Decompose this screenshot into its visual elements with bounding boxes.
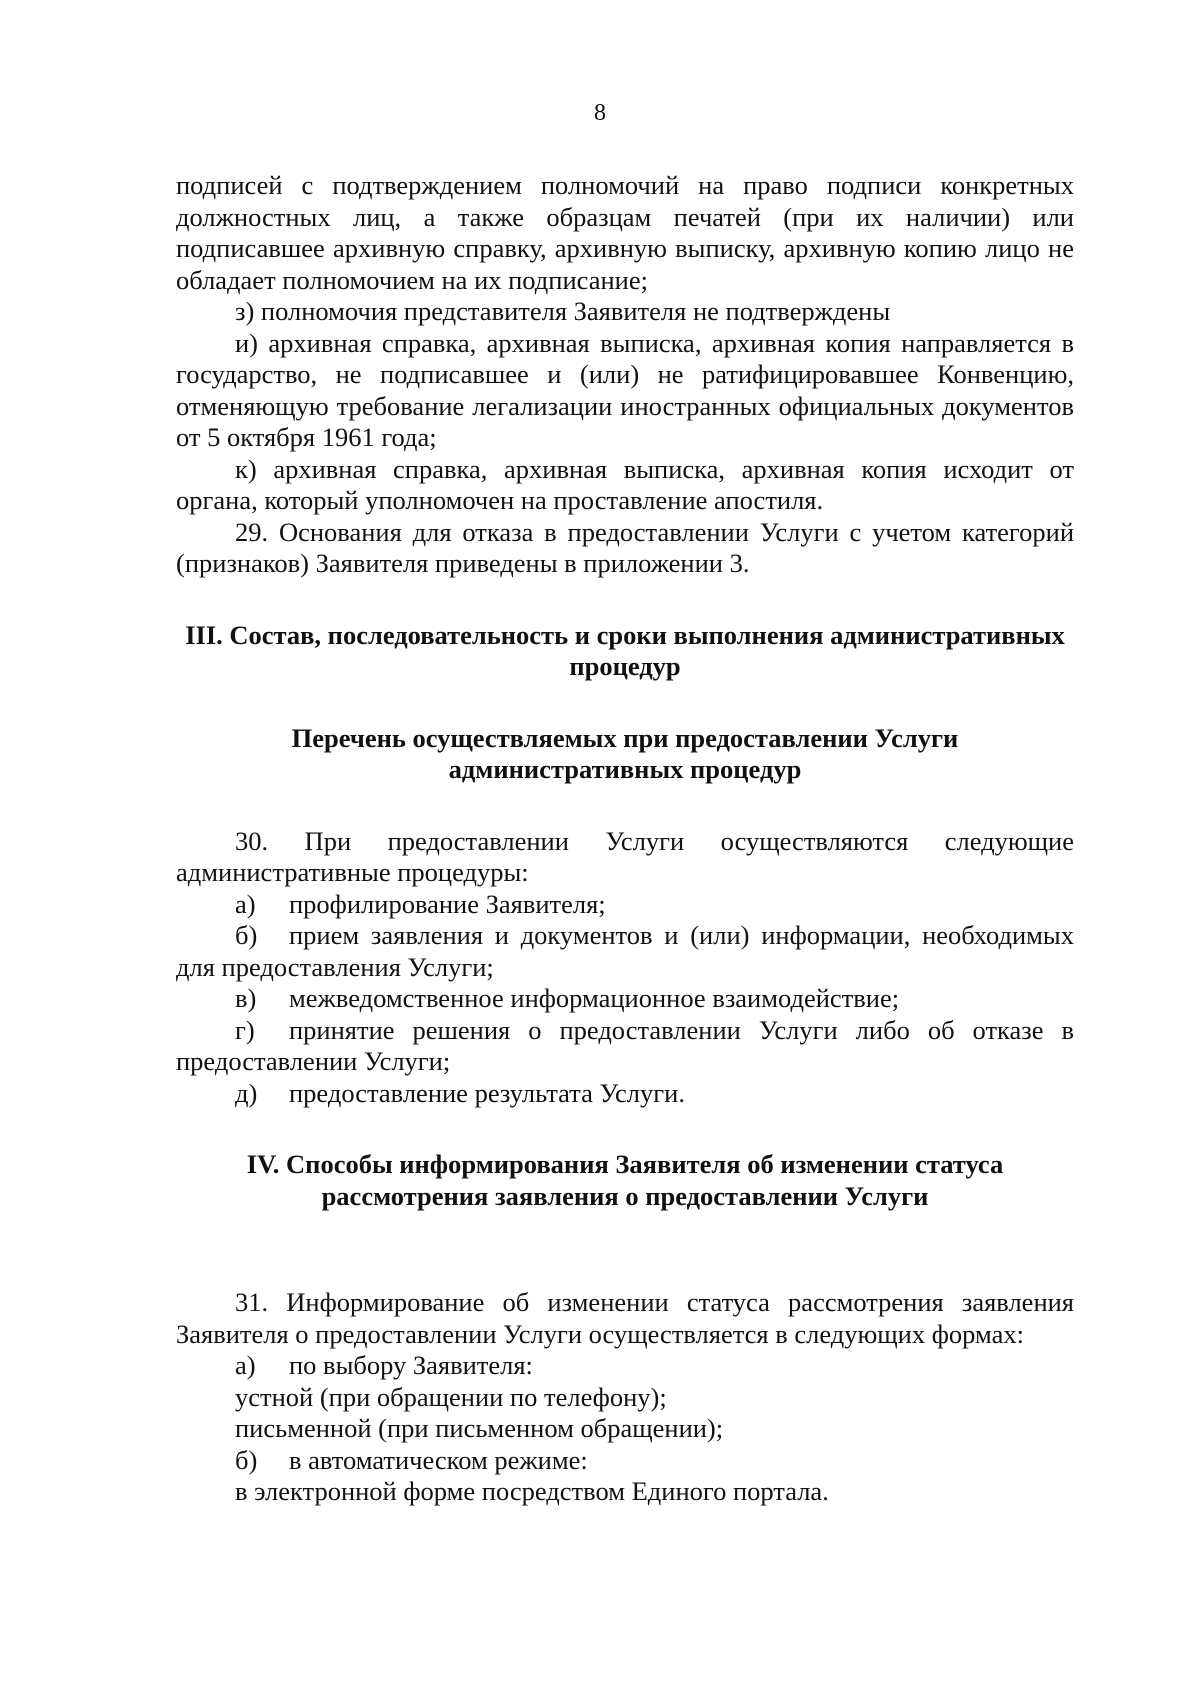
list-item-text: межведомственное информационное взаимодействие; xyxy=(289,983,900,1013)
paragraph-30: 30. При предоставлении Услуги осуществляются следующие административные процедуры: xyxy=(176,825,1074,887)
list-marker: б) xyxy=(235,1444,258,1475)
paragraph-29: 29. Основания для отказа в предоставлении Услуги с учетом категорий (признаков) Заявителя приведены в приложении 3. xyxy=(176,516,1074,578)
section-3-heading: III. Состав, последовательность и сроки выполнения административных процедур xyxy=(185,619,1065,681)
list-marker: в) xyxy=(235,983,257,1013)
paragraph-item-i: и) архивная справка, архивная выписка, архивная копия направляется в государство, не подписавшее и (или) не ратифицировавшее Конвенцию, отменяющую требование легализации иностранных официальных документов от 5 октября 1961 года; xyxy=(176,327,1074,452)
list-item-text: прием заявления и документов и (или) информации, необходимых для предоставления Услуги; xyxy=(176,920,1074,982)
section-3-subheading: Перечень осуществляемых при предоставлении Услуги административных процедур xyxy=(291,722,959,784)
list-item xyxy=(176,1078,1074,1110)
paragraph-continuation: подписей с подтверждением полномочий на право подписи конкретных должностных лиц, а также образцам печатей (при их наличии) или подписавшее архивную справку, архивную выписку, архивную копию лицо не обладает полномочием на их подписание; xyxy=(176,170,1074,295)
list-item xyxy=(176,920,1074,983)
page-number: 8 xyxy=(594,100,606,126)
sub-line-written: письменной (при письменном обращении); xyxy=(235,1413,724,1443)
list-item xyxy=(176,1015,1074,1078)
list-item xyxy=(176,1350,1074,1382)
document-body xyxy=(176,170,1074,1508)
sub-line-oral: устной (при обращении по телефону); xyxy=(235,1381,667,1412)
list-marker: а) xyxy=(235,1350,256,1380)
list-item-text: в автоматическом режиме: xyxy=(289,1444,588,1475)
sub-line-electronic: в электронной форме посредством Единого портала. xyxy=(235,1476,829,1506)
paragraph-item-z: з) полномочия представителя Заявителя не подтверждены xyxy=(235,296,891,326)
list-marker: б) xyxy=(235,920,258,950)
list-marker: а) xyxy=(235,888,256,919)
list-item xyxy=(176,889,1074,921)
list-item-text: предоставление результата Услуги. xyxy=(289,1077,685,1108)
list-marker: д) xyxy=(235,1077,258,1108)
list-item xyxy=(176,983,1074,1015)
list-item-text: принятие решения о предоставлении Услуги либо об отказе в предоставлении Услуги; xyxy=(176,1014,1074,1076)
paragraph-item-k: к) архивная справка, архивная выписка, архивная копия исходит от органа, который уполномочен на проставление апостиля. xyxy=(176,453,1074,515)
list-marker: г) xyxy=(235,1014,255,1045)
paragraph-31: 31. Информирование об изменении статуса рассмотрения заявления Заявителя о предоставлении Услуги осуществляется в следующих формах: xyxy=(176,1287,1074,1349)
section-4-heading: IV. Способы информирования Заявителя об изменении статуса рассмотрения заявления о предоставлении Услуги xyxy=(246,1149,1004,1211)
list-item xyxy=(176,1445,1074,1477)
list-item-text: по выбору Заявителя: xyxy=(289,1350,533,1380)
list-item-text: профилирование Заявителя; xyxy=(289,888,606,919)
